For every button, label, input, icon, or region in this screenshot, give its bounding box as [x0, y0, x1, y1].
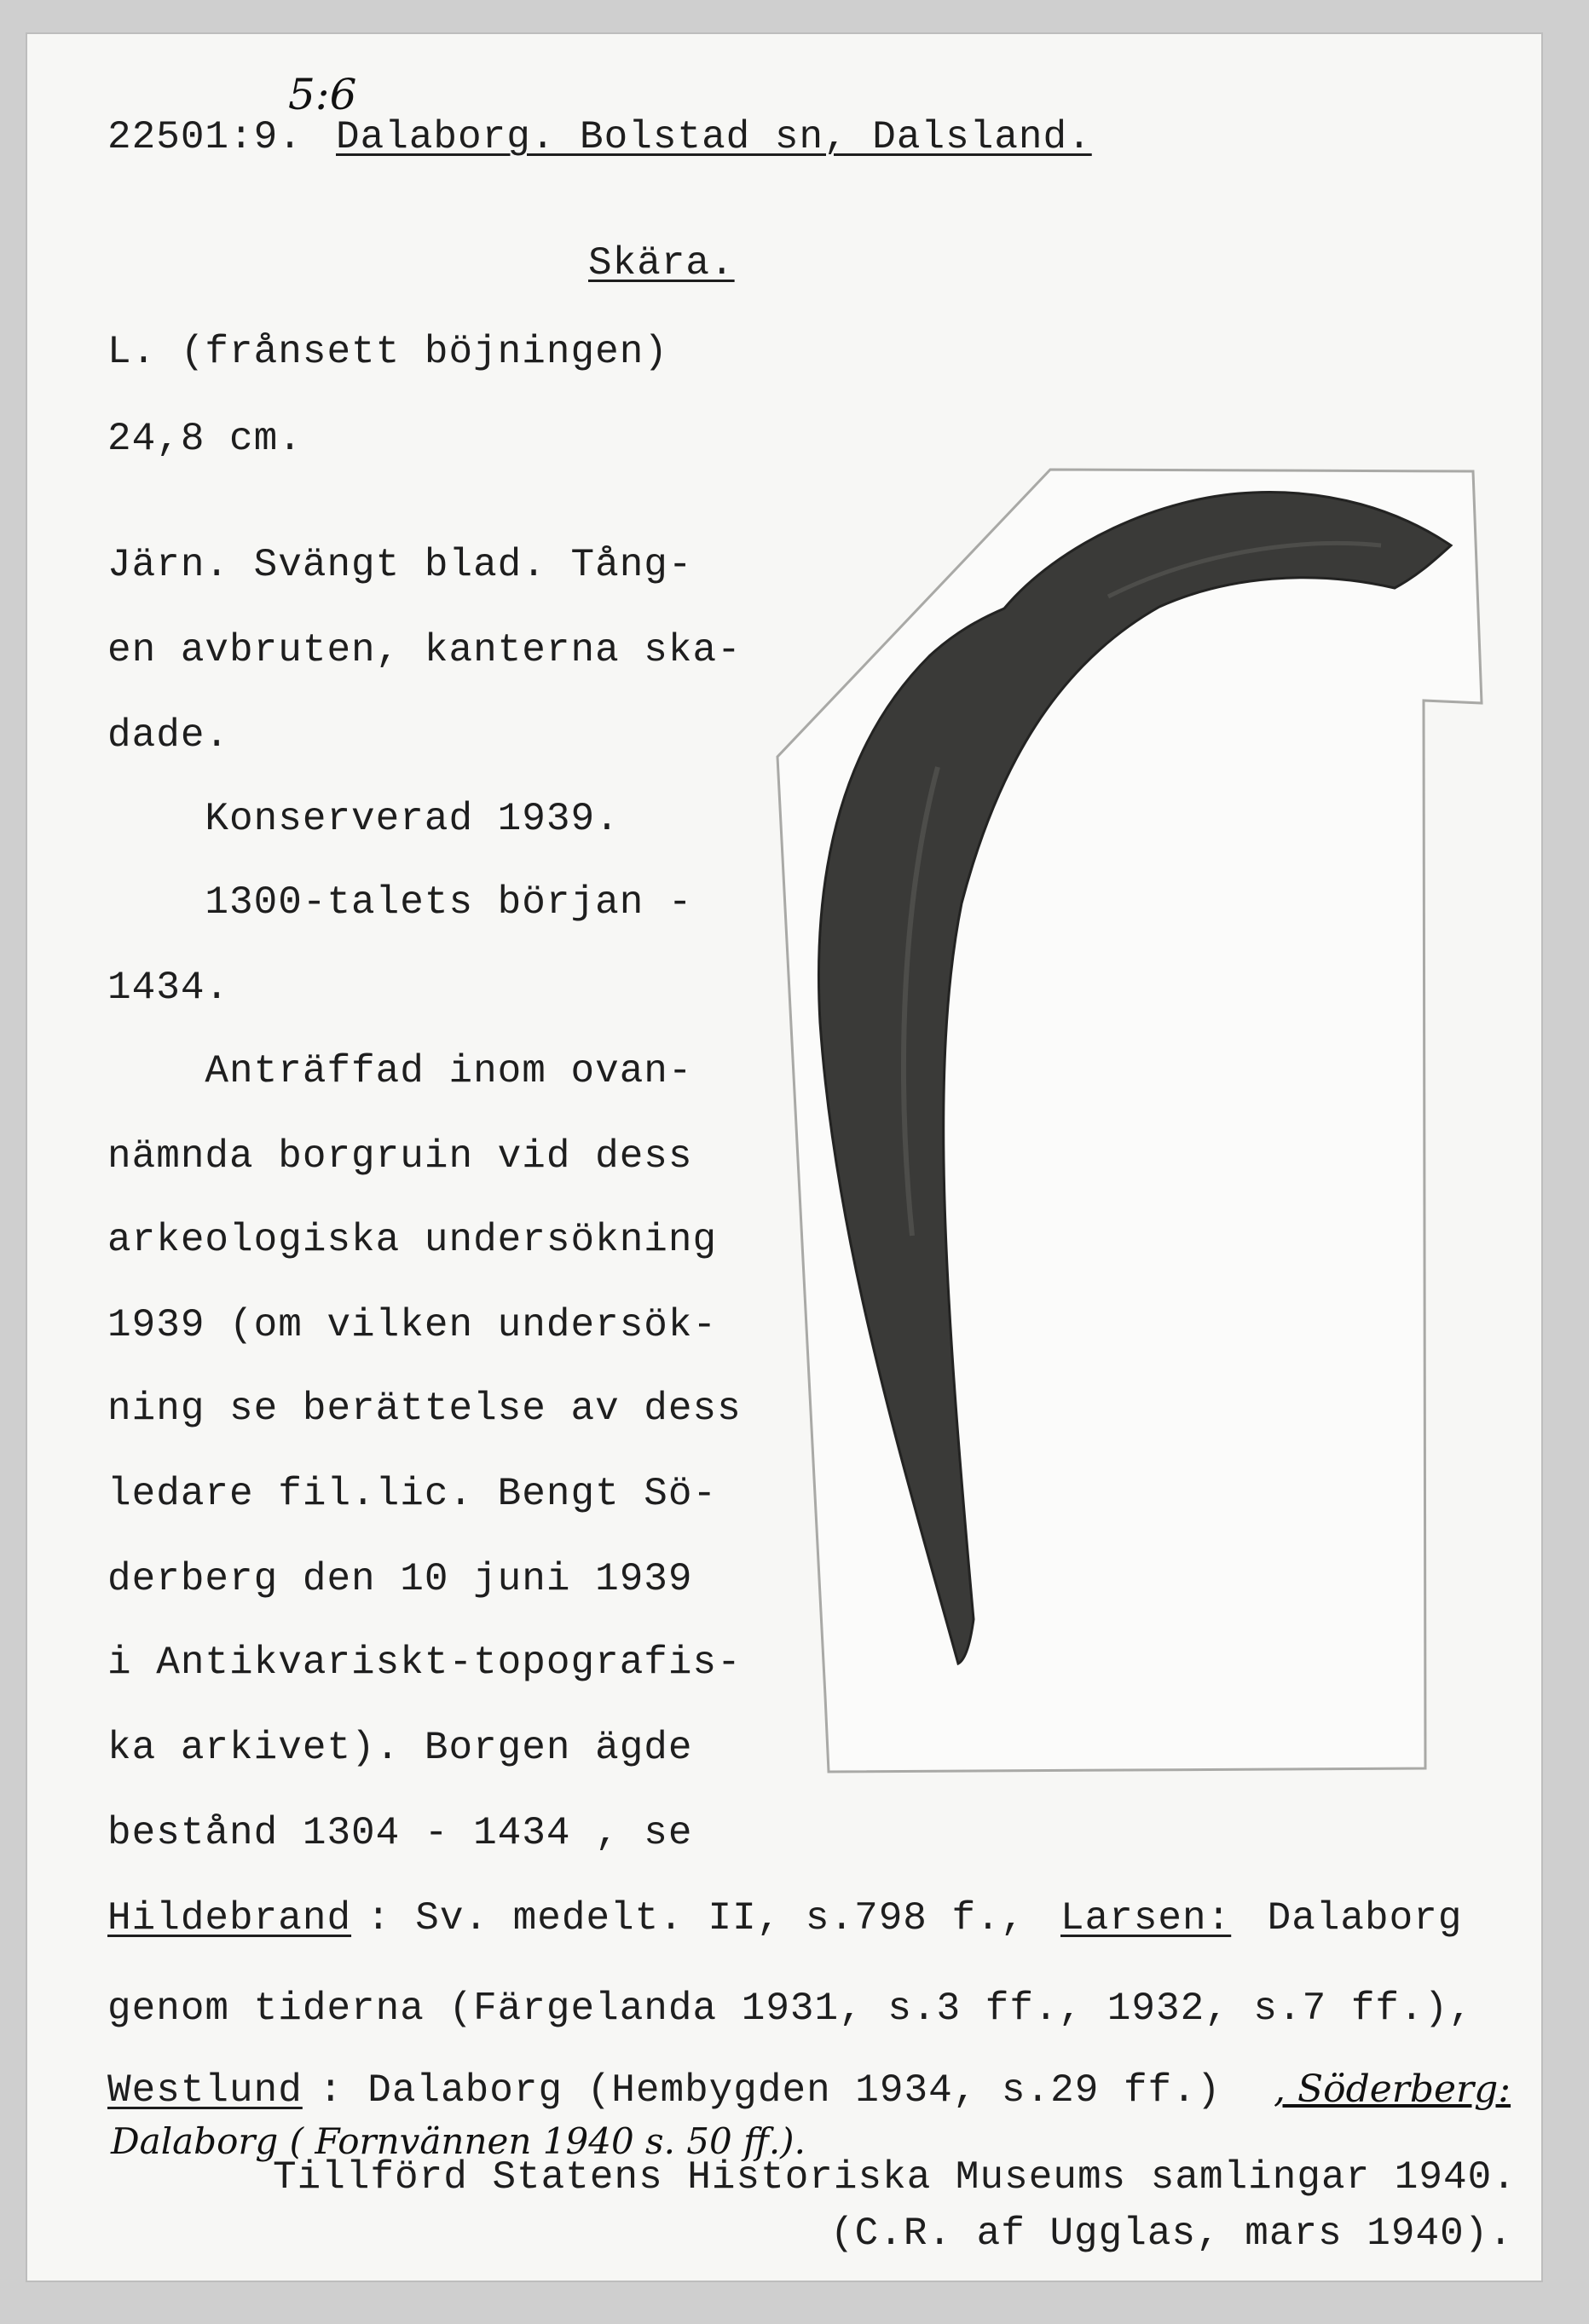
description-line: derberg den 10 juni 1939: [107, 1557, 693, 1601]
object-title: Skära.: [588, 241, 735, 285]
description-line: 1300-talets början -: [107, 880, 693, 925]
description-line: 1434.: [107, 966, 230, 1010]
site-name: Dalaborg. Bolstad sn, Dalsland.: [336, 115, 1092, 159]
description-line: arkeologiska undersökning: [107, 1218, 718, 1262]
footer-signature: (C.R. af Ugglas, mars 1940).: [830, 2212, 1513, 2256]
ref-soderberg-handwritten: , Söderberg:: [1274, 2067, 1511, 2111]
description-line: ka arkivet). Borgen ägde: [107, 1726, 693, 1770]
shelf-mark-handwritten: 5:6: [288, 70, 357, 119]
description-line: Anträffad inom ovan-: [107, 1049, 693, 1093]
ref-line-2: genom tiderna (Färgelanda 1931, s.3 ff., 1932, s.7 ff.),: [107, 1987, 1473, 2031]
length-value: 24,8 cm.: [107, 417, 303, 461]
description-line: bestånd 1304 - 1434 , se: [107, 1811, 693, 1855]
description-line: ning se berättelse av dess: [107, 1387, 742, 1431]
description-line: i Antikvariskt-topografis-: [107, 1641, 742, 1685]
ref-handwritten-line: Dalaborg ( Fornvännen 1940 s. 50 ff.).: [111, 2120, 806, 2162]
footer-accession: Tillförd Statens Historiska Museums samlingar 1940.: [273, 2155, 1517, 2200]
description-line: en avbruten, kanterna ska-: [107, 628, 742, 672]
description-line: Järn. Svängt blad. Tång-: [107, 543, 693, 587]
length-label: L. (frånsett böjningen): [107, 330, 668, 374]
ref-westlund-text: : Dalaborg (Hembygden 1934, s.29 ff.): [319, 2068, 1222, 2113]
description-line: dade.: [107, 713, 230, 758]
description-line: Konserverad 1939.: [107, 797, 620, 841]
description-line: 1939 (om vilken undersök-: [107, 1303, 718, 1347]
ref-hildebrand: Hildebrand: [107, 1896, 352, 1941]
catalog-number: 22501:9.: [107, 115, 303, 159]
description-line: ledare fil.lic. Bengt Sö-: [107, 1472, 718, 1516]
ref-hildebrand-text: : Sv. medelt. II, s.798 f.,: [367, 1896, 1026, 1941]
description-line: nämnda borgruin vid dess: [107, 1134, 693, 1179]
ref-larsen: Larsen:: [1060, 1896, 1232, 1941]
ref-westlund: Westlund: [107, 2068, 303, 2113]
ref-larsen-text: Dalaborg: [1243, 1896, 1463, 1941]
